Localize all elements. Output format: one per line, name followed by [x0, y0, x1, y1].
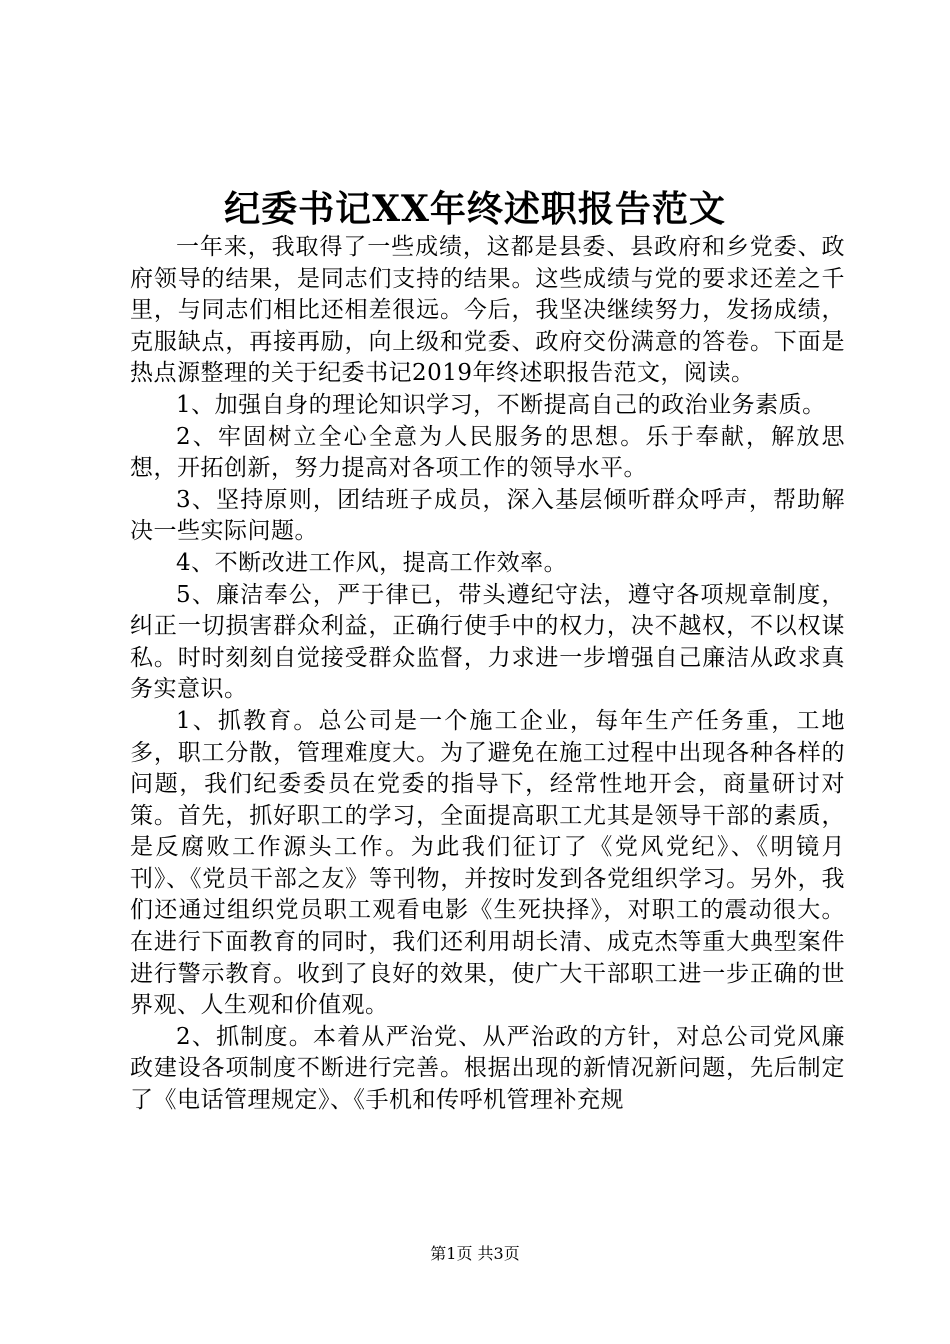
- paragraph-intro: 一年来，我取得了一些成绩，这都是县委、县政府和乡党委、政府领导的结果，是同志们支持的结果。这些成绩与党的要求还差之千里，与同志们相比还相差很远。今后，我坚决继续努力，发扬成绩，克服缺点，再接再励，向上级和党委、政府交份满意的答卷。下面是热点源整理的关于纪委书记2019年终述职报告范文，阅读。: [130, 234, 845, 387]
- page-number-footer: 第1页 共3页: [430, 1244, 520, 1263]
- paragraph-item-5: 5、廉洁奉公，严于律已，带头遵纪守法，遵守各项规章制度，纠正一切损害群众利益，正确行使手中的权力，决不越权，不以权谋私。时时刻刻自觉接受群众监督，力求进一步增强自己廉洁从政求真务实意识。: [130, 581, 845, 703]
- paragraph-education: 1、抓教育。总公司是一个施工企业，每年生产任务重，工地多，职工分散，管理难度大。为了避免在施工过程中出现各种各样的问题，我们纪委委员在党委的指导下，经常性地开会，商量研讨对策。首先，抓好职工的学习，全面提高职工尤其是领导干部的素质，是反腐败工作源头工作。为此我们征订了《党风党纪》、《明镜月刊》、《党员干部之友》等刊物，并按时发到各党组织学习。另外，我们还通过组织党员职工观看电影《生死抉择》，对职工的震动很大。在进行下面教育的同时，我们还利用胡长清、成克杰等重大典型案件进行警示教育。收到了良好的效果，使广大干部职工进一步正确的世界观、人生观和价值观。: [130, 707, 845, 1019]
- paragraph-item-1: 1、加强自身的理论知识学习，不断提高自己的政治业务素质。: [176, 391, 826, 418]
- paragraph-system: 2、抓制度。本着从严治党、从严治政的方针，对总公司党风廉政建设各项制度不断进行完善。根据出现的新情况新问题，先后制定了《电话管理规定》、《手机和传呼机管理补充规: [130, 1023, 845, 1114]
- paragraph-item-4: 4、不断改进工作风，提高工作效率。: [176, 549, 568, 576]
- paragraph-item-2: 2、牢固树立全心全意为人民服务的思想。乐于奉献，解放思想，开拓创新，努力提高对各项工作的领导水平。: [130, 423, 845, 482]
- document-title: 纪委书记XX年终述职报告范文: [224, 188, 726, 230]
- paragraph-item-3: 3、坚持原则，团结班子成员，深入基层倾听群众呼声，帮助解决一些实际问题。: [130, 486, 845, 545]
- document-body: [130, 232, 845, 1117]
